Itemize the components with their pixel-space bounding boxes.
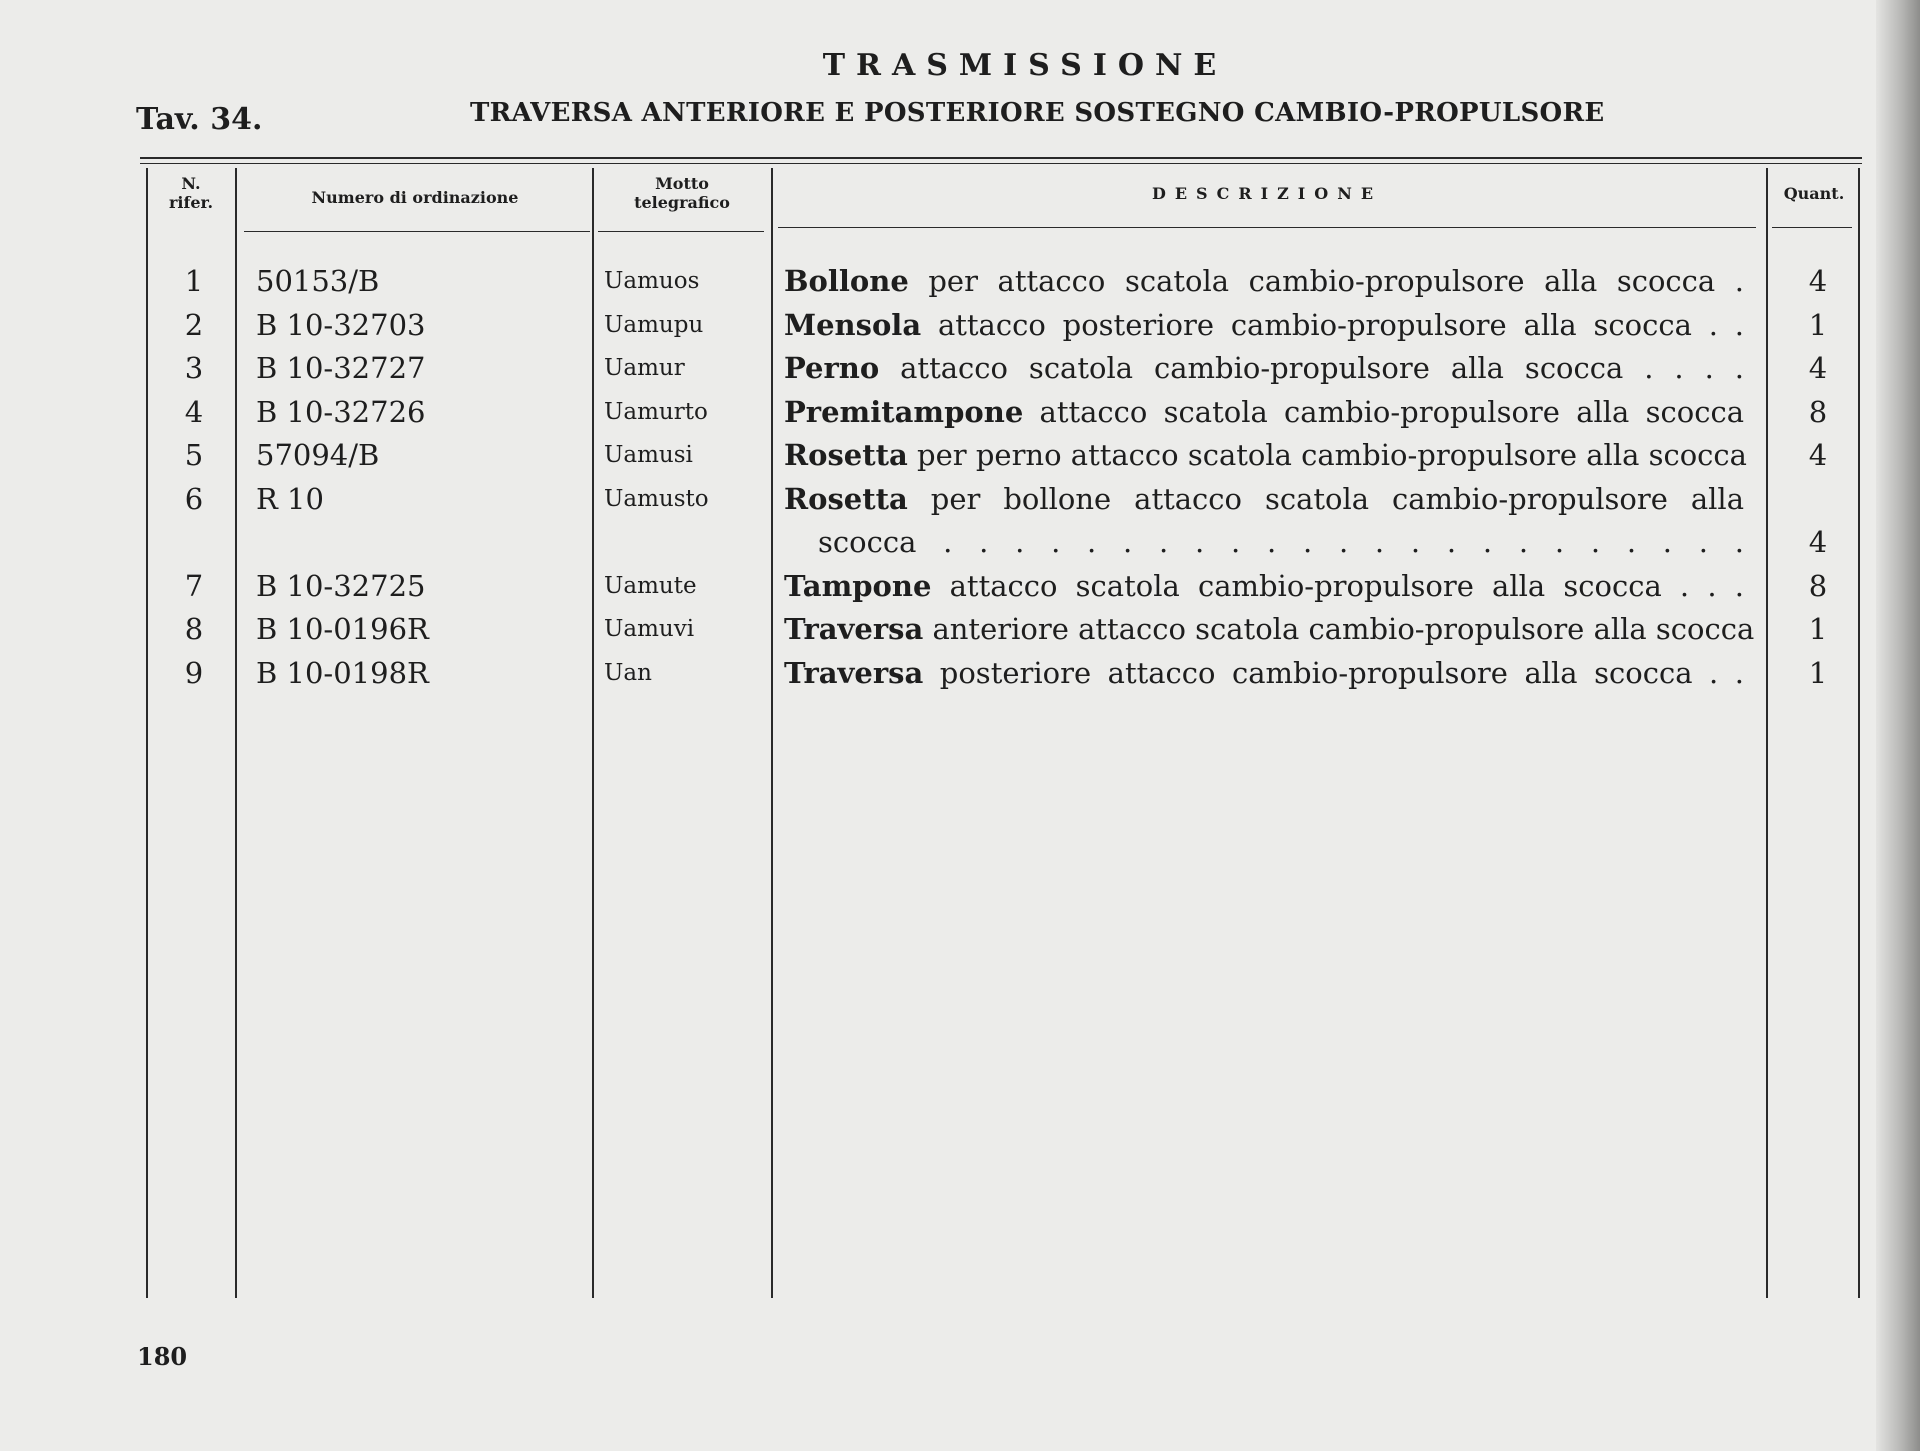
row-motto: Uamusi — [604, 442, 693, 468]
row-order-number: B 10-0198R — [256, 656, 429, 690]
row-motto: Uamurto — [604, 399, 708, 425]
row-description — [784, 308, 1744, 342]
header-quantity: Quant. — [1783, 184, 1845, 203]
row-motto: Uan — [604, 660, 652, 686]
row-description-text: attacco posteriore cambio-propulsore alla scocca . . — [921, 308, 1744, 342]
header-underline-order — [244, 231, 590, 232]
row-description — [784, 482, 1744, 516]
row-part-name: Mensola — [784, 308, 922, 342]
row-motto: Uamute — [604, 573, 697, 599]
header-ref — [150, 174, 232, 212]
row-motto: Uamuvi — [604, 616, 695, 642]
row-motto: Uamusto — [604, 486, 709, 512]
page-subtitle: TRAVERSA ANTERIORE E POSTERIORE SOSTEGNO CAMBIO-PROPULSORE — [470, 98, 1605, 128]
header-motto-line1: Motto — [655, 174, 709, 193]
header-ref-line1: N. — [181, 174, 201, 193]
header-underline-qty — [1772, 227, 1852, 228]
column-line-2 — [235, 168, 237, 1298]
header-order-number: Numero di ordinazione — [311, 188, 519, 207]
page-number: 180 — [137, 1342, 188, 1371]
row-part-name: Traversa — [784, 612, 924, 646]
row-quantity: 1 — [1808, 612, 1828, 646]
row-part-name: Traversa — [784, 656, 924, 690]
row-order-number: B 10-32703 — [256, 308, 426, 342]
row-part-name: Bollone — [784, 264, 909, 298]
row-quantity: 4 — [1808, 264, 1828, 298]
row-quantity: 8 — [1808, 569, 1828, 603]
column-line-4 — [771, 168, 773, 1298]
row-order-number: B 10-32725 — [256, 569, 426, 603]
row-motto: Uamupu — [604, 312, 704, 338]
row-description — [784, 656, 1744, 690]
row-part-name: Premitampone — [784, 395, 1024, 429]
header-motto — [596, 174, 768, 212]
row-ref: 1 — [184, 264, 204, 298]
row-description-text: anteriore attacco scatola cambio-propulsore alla scocca — [923, 612, 1755, 646]
row-description — [784, 395, 1744, 429]
column-line-1 — [146, 168, 148, 1298]
row-motto: Uamur — [604, 355, 685, 381]
row-order-number: R 10 — [256, 482, 324, 516]
row-quantity: 8 — [1808, 395, 1828, 429]
row-quantity: 4 — [1808, 438, 1828, 472]
row-description-text: posteriore attacco cambio-propulsore alla scocca . . — [923, 656, 1744, 690]
row-ref: 5 — [184, 438, 204, 472]
row-description-text: per perno attacco scatola cambio-propulsore alla scocca — [907, 438, 1747, 472]
row-description-continuation: scocca . . . . . . . . . . . . . . . . . . . . . . . — [818, 525, 1744, 559]
row-description — [784, 569, 1744, 603]
row-quantity: 1 — [1808, 656, 1828, 690]
header-underline-desc — [778, 227, 1756, 228]
row-description — [784, 612, 1755, 646]
row-quantity: 1 — [1808, 308, 1828, 342]
row-part-name: Rosetta — [784, 438, 908, 472]
column-line-5 — [1766, 168, 1768, 1298]
row-ref: 7 — [184, 569, 204, 603]
row-description — [784, 264, 1744, 298]
row-description-text: attacco scatola cambio-propulsore alla scocca — [1023, 395, 1744, 429]
top-rule-inner — [140, 163, 1862, 164]
row-part-name: Rosetta — [784, 482, 908, 516]
row-ref: 9 — [184, 656, 204, 690]
row-quantity: 4 — [1808, 351, 1828, 385]
row-motto: Uamuos — [604, 268, 700, 294]
row-order-number: B 10-32727 — [256, 351, 426, 385]
header-underline-motto — [598, 231, 764, 232]
section-title: TRASMISSIONE — [822, 48, 1228, 83]
row-description-text: attacco scatola cambio-propulsore alla scocca . . . — [931, 569, 1744, 603]
row-order-number: B 10-0196R — [256, 612, 429, 646]
header-motto-line2: telegrafico — [634, 193, 730, 212]
page-edge-shadow — [1876, 0, 1920, 1451]
header-description: DESCRIZIONE — [1151, 184, 1383, 203]
row-description-text: per bollone attacco scatola cambio-propulsore alla — [907, 482, 1744, 516]
row-order-number: 57094/B — [256, 438, 380, 472]
row-quantity: 4 — [1808, 525, 1828, 559]
row-order-number: B 10-32726 — [256, 395, 426, 429]
row-description — [784, 438, 1747, 472]
row-ref: 3 — [184, 351, 204, 385]
table-number: Tav. 34. — [136, 102, 263, 137]
row-part-name: Tampone — [784, 569, 932, 603]
row-ref: 4 — [184, 395, 204, 429]
row-description-text: per attacco scatola cambio-propulsore alla scocca . — [908, 264, 1744, 298]
top-rule — [140, 157, 1862, 159]
column-line-6 — [1858, 168, 1860, 1298]
row-ref: 8 — [184, 612, 204, 646]
row-ref: 2 — [184, 308, 204, 342]
row-description-text: attacco scatola cambio-propulsore alla scocca . . . . — [879, 351, 1744, 385]
row-order-number: 50153/B — [256, 264, 380, 298]
row-part-name: Perno — [784, 351, 880, 385]
header-ref-line2: rifer. — [168, 193, 214, 212]
column-line-3 — [592, 168, 594, 1298]
row-ref: 6 — [184, 482, 204, 516]
row-description — [784, 351, 1744, 385]
